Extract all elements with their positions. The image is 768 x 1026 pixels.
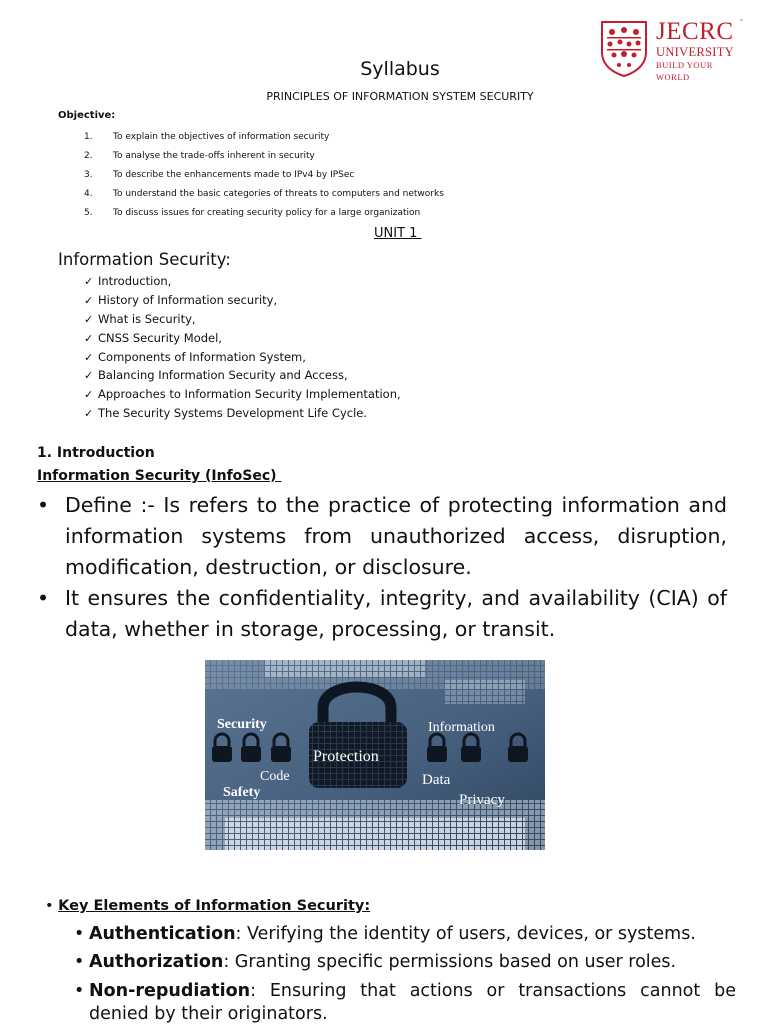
bullet-text: Define :- Is refers to the practice of protecting information and information systems from unauthorized access, disruption, modification, destruction, or disclosure. — [65, 493, 727, 579]
topic-text: Balancing Information Security and Access, — [98, 368, 348, 383]
topic-text: CNSS Security Model, — [98, 330, 222, 345]
bullet-icon: • — [74, 924, 85, 944]
cia-bullet — [37, 583, 727, 645]
bullet-icon: • — [37, 493, 50, 517]
topic-item — [84, 348, 401, 367]
checkmark-icon: ✓ — [84, 331, 94, 345]
unit-heading: UNIT 1 — [374, 226, 422, 241]
key-element-desc: : Verifying the identity of users, devices, or systems. — [235, 924, 696, 944]
topic-text: History of Information security, — [98, 292, 278, 307]
word-data: Data — [422, 772, 451, 788]
topic-item — [84, 329, 401, 348]
checkmark-icon: ✓ — [84, 407, 94, 421]
key-element-desc: : Ensuring that actions or transactions cannot be denied by their originators. — [89, 981, 736, 1024]
objective-number: 3. — [84, 170, 93, 180]
key-element-item — [74, 951, 736, 974]
key-element-term: Authentication — [89, 924, 236, 944]
topic-text: What is Security, — [98, 311, 196, 326]
key-elements-heading — [45, 898, 370, 914]
objective-text: To understand the basic categories of threats to computers and networks — [113, 189, 444, 199]
topic-text: Components of Information System, — [98, 349, 306, 364]
checkmark-icon: ✓ — [84, 388, 94, 402]
bullet-icon: • — [74, 981, 85, 1001]
objective-number: 5. — [84, 208, 93, 218]
objective-label: Objective: — [58, 110, 116, 121]
logo-university-text: UNIVERSITY — [656, 45, 734, 59]
trademark-symbol: ™ — [739, 19, 744, 25]
checkmark-icon: ✓ — [84, 275, 94, 288]
checkmark-icon: ✓ — [84, 312, 94, 326]
bullet-icon: • — [74, 952, 85, 972]
objective-number: 1. — [84, 132, 93, 142]
infosec-subheading: Information Security (InfoSec) — [37, 468, 282, 484]
logo-tagline: BUILD YOUR WORLD — [656, 60, 713, 82]
key-element-item — [74, 923, 736, 946]
topic-text: Approaches to Information Security Implementation, — [98, 387, 401, 402]
checkmark-icon: ✓ — [84, 350, 94, 364]
topic-list — [84, 272, 401, 423]
word-information: Information — [428, 720, 495, 735]
word-safety: Safety — [223, 785, 261, 800]
bullet-icon: • — [45, 898, 54, 914]
topic-item — [84, 310, 401, 329]
topic-item — [84, 385, 401, 404]
topic-item — [84, 272, 401, 291]
objective-text: To describe the enhancements made to IPv4 by IPSec — [113, 170, 355, 180]
topic-item — [84, 404, 401, 423]
objective-number: 2. — [84, 151, 93, 161]
logo-brand-name: JECRC — [656, 18, 734, 45]
key-element-term: Non-repudiation — [89, 981, 251, 1001]
word-privacy: Privacy — [459, 792, 505, 808]
checkmark-icon: ✓ — [84, 369, 94, 383]
objective-text: To explain the objectives of information security — [113, 132, 330, 142]
topic-text: Introduction, — [98, 274, 172, 288]
key-element-term: Authorization — [89, 952, 224, 972]
bullet-icon: • — [37, 586, 50, 610]
page-title: Syllabus — [360, 58, 440, 80]
bullet-text: It ensures the confidentiality, integrity, and availability (CIA) of data, whether in storage, processing, or transit. — [65, 586, 727, 641]
word-security: Security — [217, 717, 267, 732]
word-code: Code — [260, 769, 290, 784]
key-element-desc: : Granting specific permissions based on user roles. — [223, 952, 677, 972]
objective-text: To discuss issues for creating security policy for a large organization — [113, 208, 421, 218]
definition-bullet — [37, 490, 727, 583]
topic-text: The Security Systems Development Life Cycle. — [98, 406, 367, 421]
key-element-item — [74, 980, 736, 1026]
objective-text: To analyse the trade-offs inherent in security — [113, 151, 315, 161]
topic-item — [84, 291, 401, 310]
checkmark-icon: ✓ — [84, 293, 94, 307]
course-title: PRINCIPLES OF INFORMATION SYSTEM SECURITY — [266, 90, 534, 103]
objective-number: 4. — [84, 189, 93, 199]
introduction-heading: 1. Introduction — [37, 445, 155, 461]
word-protection: Protection — [313, 748, 379, 765]
topic-item — [84, 366, 401, 385]
key-elements-label: Key Elements of Information Security: — [58, 898, 371, 914]
security-illustration — [205, 660, 545, 850]
topics-title: Information Security: — [58, 250, 231, 269]
